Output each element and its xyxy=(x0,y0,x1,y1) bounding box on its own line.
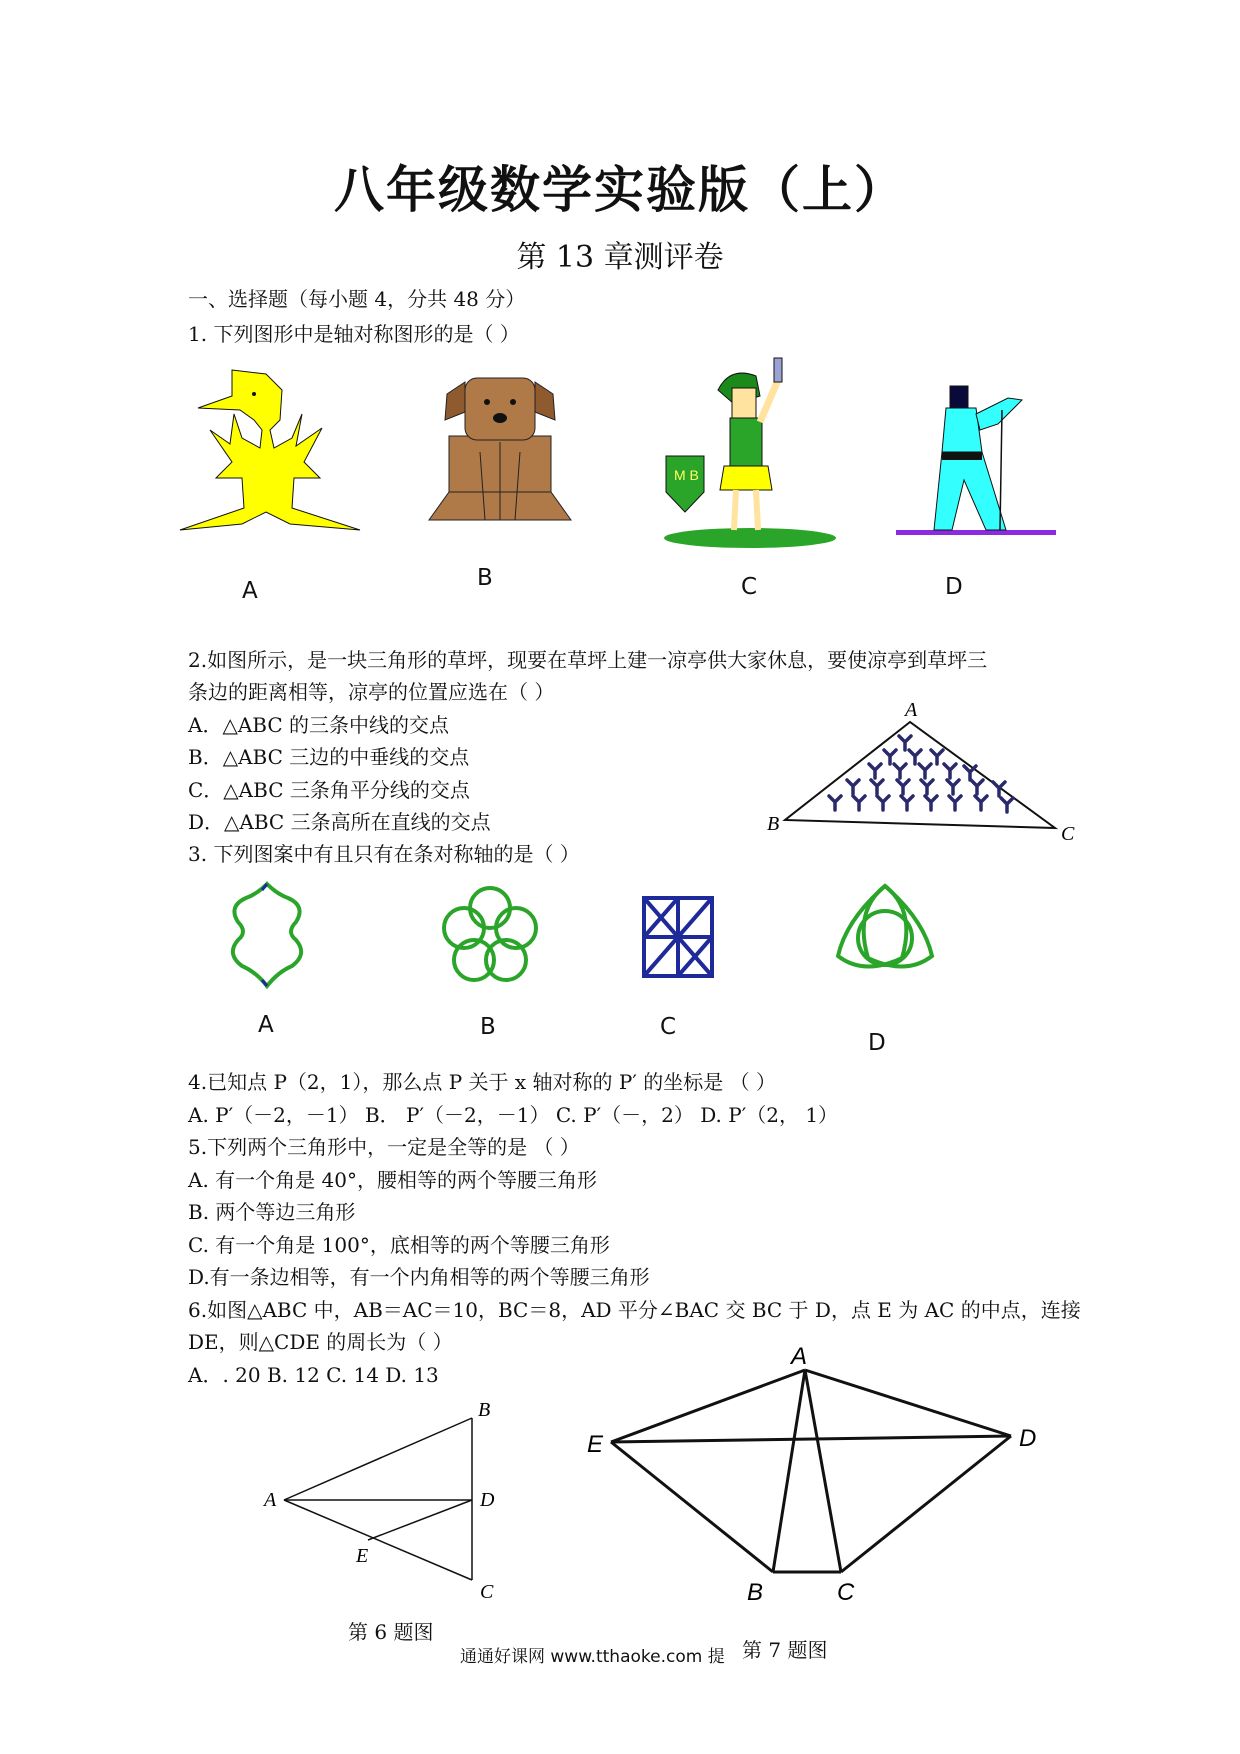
q6-lines xyxy=(284,1418,472,1580)
q7-point-b: B xyxy=(747,1579,764,1606)
page-subtitle: 第 13 章测评卷 xyxy=(516,240,724,275)
q6-point-c: C xyxy=(480,1581,494,1603)
q7-point-d: D xyxy=(1019,1425,1037,1452)
dog-ear-right xyxy=(535,382,555,420)
section-heading: 一、选择题（每小题 4，分共 48 分） xyxy=(188,287,526,311)
q1-figure-knight xyxy=(660,352,840,550)
q3-a-shape xyxy=(233,884,301,986)
knight-ground xyxy=(664,528,836,548)
q6-point-e: E xyxy=(356,1545,369,1567)
q2-option-c: C．△ABC 三条角平分线的交点 xyxy=(188,778,470,802)
q6-point-b: B xyxy=(478,1399,491,1421)
grass-tuft xyxy=(944,764,956,778)
question-2-line-2: 条边的距离相等，凉亭的位置应选在（ ） xyxy=(188,680,555,704)
grass-tuft xyxy=(897,780,909,794)
q2-option-b: B．△ABC 三边的中垂线的交点 xyxy=(188,745,470,769)
cyan-man-legs xyxy=(934,452,1006,530)
knight-skirt xyxy=(720,466,772,490)
q3-label-a: A xyxy=(258,1012,274,1038)
grass-tuft xyxy=(909,750,921,764)
grass-tuft xyxy=(871,780,883,794)
q6-caption: 第 6 题图 xyxy=(348,1620,434,1644)
q3-b-petals xyxy=(444,888,536,980)
q7-lines xyxy=(611,1370,1011,1572)
grass-tuft xyxy=(1001,798,1013,812)
q1-label-a: A xyxy=(242,578,258,604)
grass-tuft xyxy=(899,736,911,750)
dog-head xyxy=(465,378,535,440)
cyan-man-belt xyxy=(942,452,982,460)
grass-tuft xyxy=(975,796,987,810)
q6-point-d: D xyxy=(480,1489,495,1511)
q2-figure-triangle xyxy=(755,700,1085,850)
knight-arm xyxy=(760,380,778,422)
q3-label-c: C xyxy=(660,1014,677,1040)
page-title: 八年级数学实验版（上） xyxy=(334,161,906,219)
grass-tuft xyxy=(971,780,983,794)
shield-text: M B xyxy=(674,467,699,483)
question-3: 3. 下列图案中有且只有在条对称轴的是（ ） xyxy=(188,842,580,866)
q7-point-c: C xyxy=(837,1579,855,1606)
q1-figure-duck xyxy=(170,360,370,540)
q7-caption: 第 7 题图 xyxy=(742,1638,828,1662)
dog-eye-left xyxy=(484,399,490,405)
q2-vertex-b: B xyxy=(767,813,780,835)
q3-label-b: B xyxy=(480,1014,496,1040)
grass-tuft xyxy=(829,796,841,810)
footer-watermark: 通通好课网 www.tthaoke.com 提 xyxy=(460,1647,725,1667)
knight-leg-right xyxy=(756,490,758,530)
q3-figure-a xyxy=(222,880,312,990)
question-5: 5.下列两个三角形中，一定是全等的是 （ ） xyxy=(188,1135,580,1159)
q2-option-d: D．△ABC 三条高所在直线的交点 xyxy=(188,810,491,834)
grass-tuft xyxy=(884,750,896,764)
stand-base xyxy=(896,530,1056,535)
grass-tuft xyxy=(964,766,976,780)
grass-tuft xyxy=(869,764,881,778)
q2-vertex-c: C xyxy=(1061,823,1075,845)
question-6-line-2: DE，则△CDE 的周长为（ ） xyxy=(188,1330,453,1354)
q7-point-e: E xyxy=(587,1431,604,1458)
knight-shield xyxy=(666,456,704,512)
knight-leg-left xyxy=(734,490,736,530)
q1-label-c: C xyxy=(741,574,758,600)
grass-tuft xyxy=(894,764,906,778)
duck-shape xyxy=(180,370,360,530)
grass-tuft xyxy=(947,780,959,794)
q1-figure-dog xyxy=(425,372,575,522)
q6-point-a: A xyxy=(264,1489,277,1511)
q1-label-b: B xyxy=(477,565,493,591)
grass-marks xyxy=(829,736,1013,812)
cyan-man-head xyxy=(950,386,968,408)
grass-tuft xyxy=(925,796,937,810)
q1-label-d: D xyxy=(945,574,963,600)
dog-nose xyxy=(493,413,507,423)
question-6-line-1: 6.如图△ABC 中，AB＝AC＝10，BC＝8，AD 平分∠BAC 交 BC 于 D，点 E 为 AC 的中点，连接 xyxy=(188,1298,1081,1322)
q4-options: A. P′（－2，－1） B． P′（－2，－1） C. P′（－，2） D. P′（2， 1） xyxy=(188,1103,839,1127)
knight-face xyxy=(732,388,756,418)
q3-figure-d xyxy=(830,880,940,986)
grass-tuft xyxy=(847,780,859,794)
grass-tuft xyxy=(921,780,933,794)
question-4: 4.已知点 P（2，1），那么点 P 关于 x 轴对称的 P′ 的坐标是 （ ） xyxy=(188,1070,776,1094)
grass-tuft xyxy=(901,796,913,810)
q2-vertex-a: A xyxy=(905,699,918,721)
dog-ear-left xyxy=(445,382,465,420)
grass-tuft xyxy=(949,796,961,810)
q1-figure-cyan-man xyxy=(890,380,1060,540)
q5-option-c: C. 有一个角是 100°，底相等的两个等腰三角形 xyxy=(188,1233,610,1257)
q5-option-a: A. 有一个角是 40°，腰相等的两个等腰三角形 xyxy=(188,1168,597,1192)
cyan-man-arm xyxy=(976,398,1022,430)
duck-eye xyxy=(252,392,256,396)
q7-figure xyxy=(575,1330,1045,1620)
q3-figure-b xyxy=(440,884,540,984)
grass-tuft xyxy=(877,796,889,810)
lawn-triangle xyxy=(785,722,1055,828)
grass-tuft xyxy=(853,796,865,810)
q5-option-b: B. 两个等边三角形 xyxy=(188,1200,356,1224)
q5-option-d: D.有一条边相等，有一个内角相等的两个等腰三角形 xyxy=(188,1265,650,1289)
grass-tuft xyxy=(931,750,943,764)
mic-stand xyxy=(1000,410,1002,530)
q3-c-lines xyxy=(644,898,712,976)
q7-point-a: A xyxy=(791,1343,808,1370)
grass-tuft xyxy=(919,764,931,778)
knight-sword xyxy=(774,358,782,382)
question-1: 1. 下列图形中是轴对称图形的是（ ） xyxy=(188,322,520,346)
q2-option-a: A．△ABC 的三条中线的交点 xyxy=(188,713,449,737)
dog-eye-right xyxy=(510,399,516,405)
q3-figure-c xyxy=(640,892,716,982)
q3-d-trefoil xyxy=(838,886,932,967)
knight-torso xyxy=(730,418,762,466)
q3-label-d: D xyxy=(868,1030,886,1056)
q6-figure xyxy=(260,1400,510,1610)
q6-options: A．. 20 B. 12 C. 14 D. 13 xyxy=(188,1363,439,1387)
question-2-line-1: 2.如图所示，是一块三角形的草坪，现要在草坪上建一凉亭供大家休息，要使凉亭到草坪三 xyxy=(188,648,988,672)
